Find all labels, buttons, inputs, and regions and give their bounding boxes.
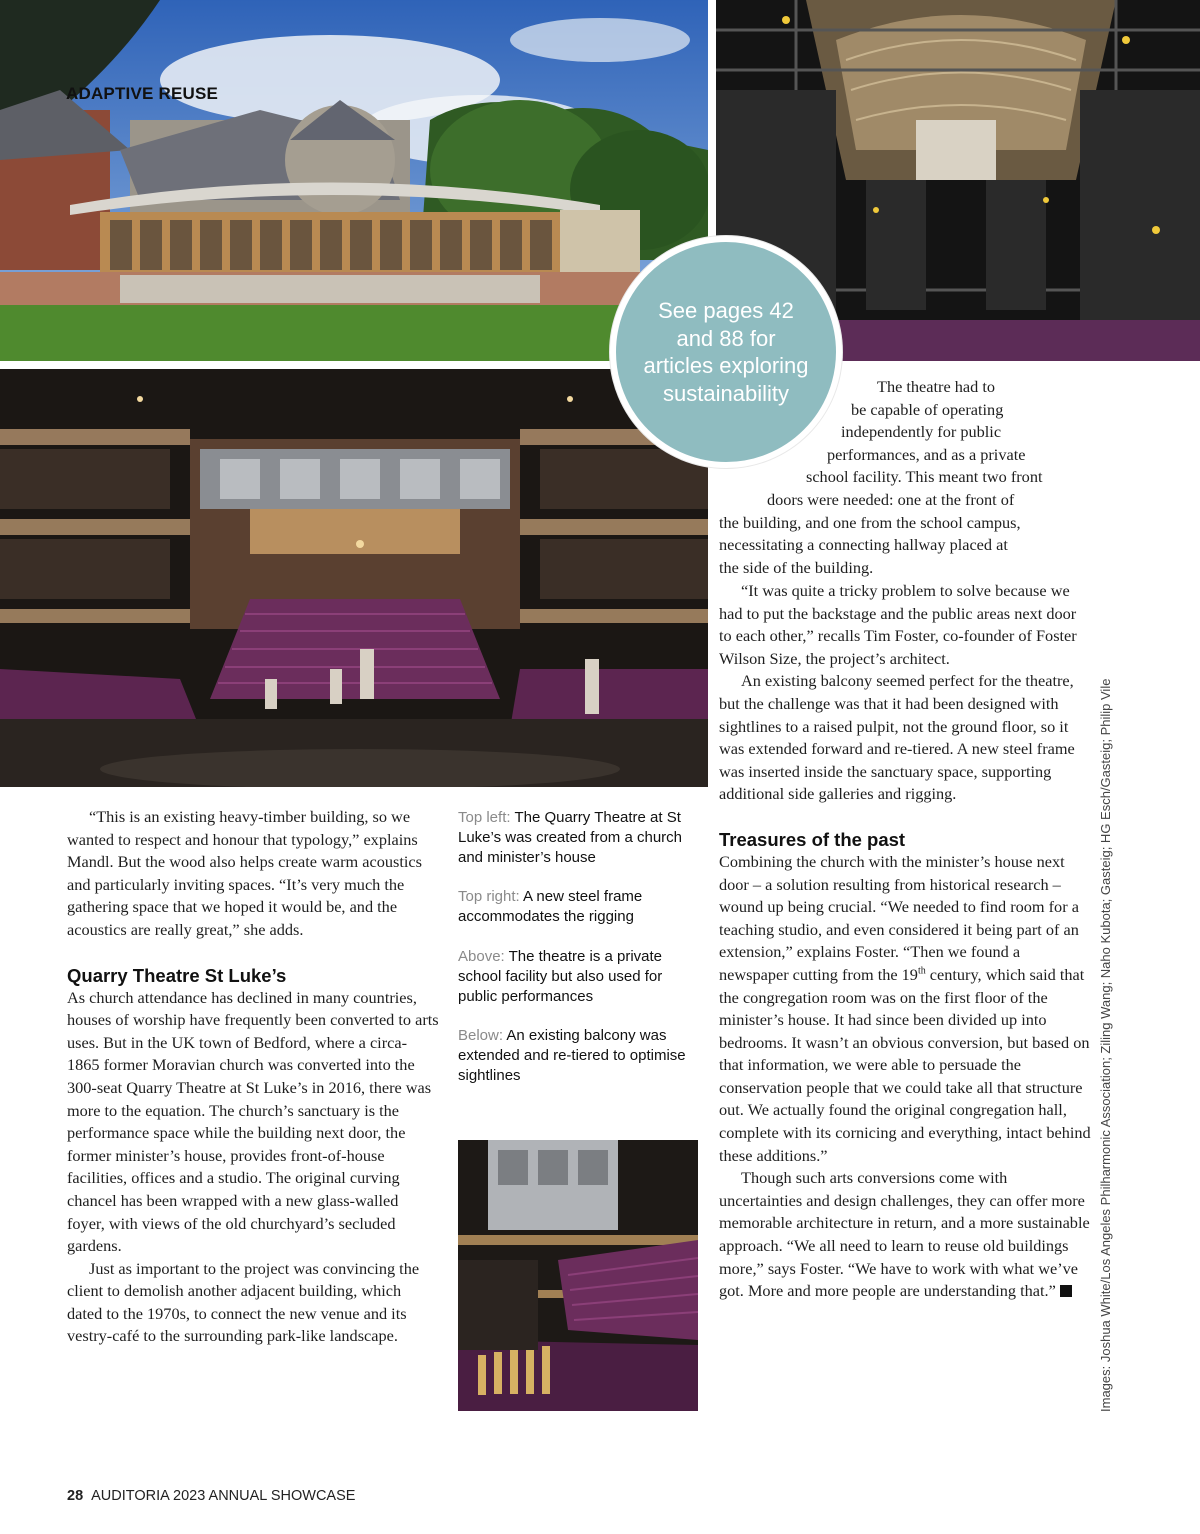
exterior-photo xyxy=(0,0,708,361)
superscript: th xyxy=(917,965,926,977)
text-line: independently for public xyxy=(841,422,1002,442)
text-line: doors were needed: one at the front of xyxy=(767,489,1015,509)
text-fragment: Though such arts conversions come with uncertainties and design challenges, they can offer more memorable architecture in return, and a more sustainable approach. “We all need to learn to reuse old buildings more,” says Foster. “We have to work with what we’ve got. More and more people are understanding that.” xyxy=(719,1168,1090,1301)
caption-label: Below: xyxy=(458,1027,504,1045)
section-heading: Quarry Theatre St Luke’s xyxy=(67,964,287,986)
body-paragraph: An existing balcony seemed perfect for the theatre, but the challenge was that it had been designed with sightlines to a raised pulpit, not the ground floor, so it was extended forward and re-tiered. A new steel frame was inserted inside the sanctuary space, supporting additional side galleries and rigging. xyxy=(719,671,1075,804)
auditorium-photo xyxy=(0,369,708,787)
body-paragraph xyxy=(719,851,1091,1167)
caption-label: Top left: xyxy=(458,809,511,826)
page-footer xyxy=(67,1488,355,1504)
text-line: necessitating a connecting hallway placed at xyxy=(719,535,1008,555)
text-line: the building, and one from the school campus, xyxy=(719,512,1021,532)
body-paragraph: “This is an existing heavy-timber building, so we wanted to respect and honour that typology,” explains Mandl. But the wood also helps create warm acoustics and particularly inviting spaces. “It’s very much the gathering space that we hoped it would be, and the acoustics are really great,” she adds. xyxy=(67,807,422,939)
caption-text: An existing balcony was extended and re-tiered to optimise sightlines xyxy=(458,1027,686,1084)
balcony-photo xyxy=(458,1140,698,1411)
image-credit: Images: Joshua White/Los Angeles Philharmonic Association; Ziling Wang; Naho Kubota; Gasteig; HG Esch/Gasteig; Philip Vile xyxy=(1098,678,1113,1412)
section-heading: Treasures of the past xyxy=(719,828,906,850)
photo-captions xyxy=(458,808,698,1106)
callout-text: See pages 42 and 88 for articles exploring sustainability xyxy=(643,298,809,406)
caption xyxy=(458,1026,698,1085)
caption xyxy=(458,808,698,867)
text-fragment: century, which said that the congregation room was on the first floor of the minister’s house. It had since been divided up into bedrooms. It wasn’t an obvious conversion, but based on that information, we were able to persuade the conservation people that we could take all that structure out. We actually found the original congregation hall, complete with its cornicing and everything, intact behind these additions.” xyxy=(719,964,1091,1165)
caption-label: Above: xyxy=(458,947,505,965)
caption-text: The theatre is a private school facility but also used for public performances xyxy=(458,947,663,1005)
text-line: be capable of operating xyxy=(851,399,1004,419)
caption-text: A new steel frame accommodates the rigging xyxy=(458,888,643,926)
text-fragment: Combining the church with the minister’s house next door – a solution resulting from historical research – wound up being crucial. “We needed to find room for a teaching studio, and even considered it being part of an extension,” explains Foster. “Then we found a newspaper cutting from the 19 xyxy=(719,851,1079,984)
caption xyxy=(458,947,698,1006)
page-number: 28 xyxy=(67,1488,84,1504)
right-column xyxy=(719,580,1091,1303)
body-paragraph: As church attendance has declined in many countries, houses of worship have frequently been converted to arts uses. But in the UK town of Bedford, where a circa-1865 former Moravian church was converted into the 300-seat Quarry Theatre at St Luke’s in 2016, there was more to the equation. The church’s sanctuary is the performance space while the building next door, the former minister’s house, provides front-of-house facilities, offices and a studio. The original curving chancel has been wrapped with a new glass-walled foyer, with views of the old churchyard’s secluded gardens. xyxy=(67,987,439,1256)
end-mark-icon xyxy=(1060,1285,1072,1297)
caption-text: The Quarry Theatre at St Luke’s was created from a church and minister’s house xyxy=(458,809,682,866)
section-tag: ADAPTIVE REUSE xyxy=(66,84,219,103)
caption xyxy=(458,887,698,927)
text-line: performances, and as a private xyxy=(827,444,1026,464)
body-paragraph xyxy=(719,1167,1091,1303)
body-paragraph: Just as important to the project was convincing the client to demolish another adjacent building, which dated to the 1970s, to connect the new venue and its vestry-café to the surrounding park-like landscape. xyxy=(67,1258,420,1346)
caption-label: Top right: xyxy=(458,888,520,906)
text-line: the side of the building. xyxy=(719,557,874,577)
text-line: The theatre had to xyxy=(877,377,995,396)
text-line: school facility. This meant two front xyxy=(806,467,1043,487)
publication-name: AUDITORIA 2023 ANNUAL SHOWCASE xyxy=(91,1488,356,1504)
body-paragraph: “It was quite a tricky problem to solve because we had to put the backstage and the public areas next door to each other,” recalls Tim Foster, co-founder of Foster Wilson Size, the project’s architect. xyxy=(719,581,1077,668)
left-column xyxy=(67,806,439,1348)
right-column-intro xyxy=(719,376,1091,579)
